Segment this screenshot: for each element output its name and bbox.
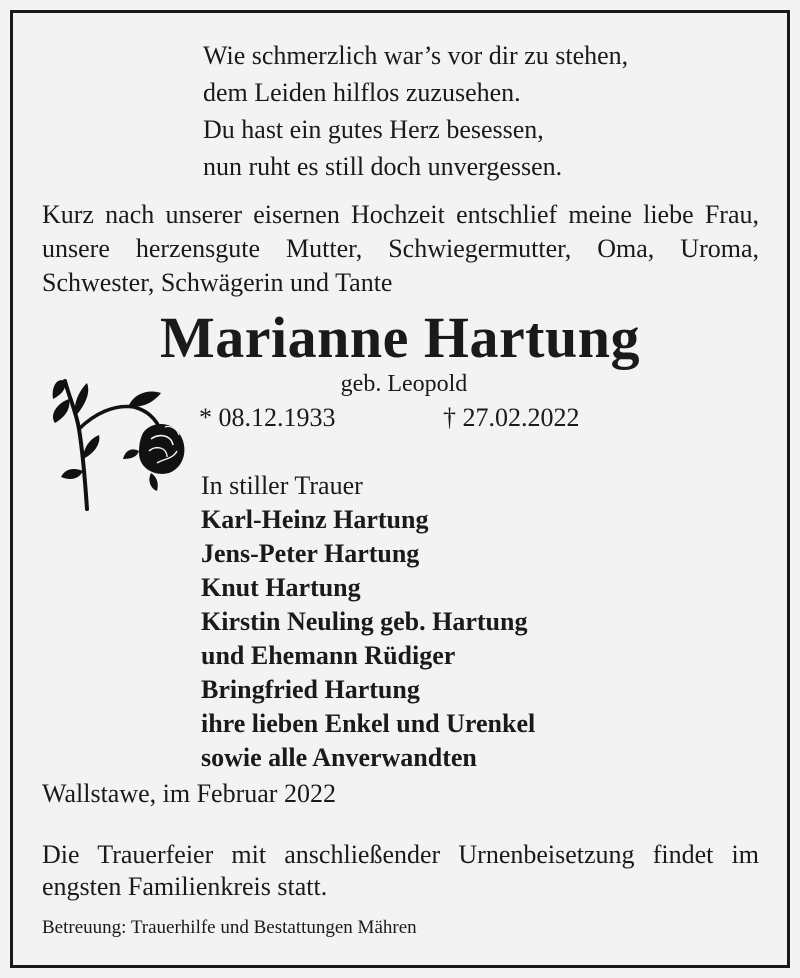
mourner-name: und Ehemann Rüdiger <box>201 641 456 670</box>
poem-line: dem Leiden hilflos zuzusehen. <box>203 78 521 107</box>
mourner-name: Kirstin Neuling geb. Hartung <box>201 607 528 636</box>
deceased-name: Marianne Hartung <box>159 305 641 370</box>
obituary-notice <box>10 10 790 968</box>
mourner-name: Bringfried Hartung <box>201 675 420 704</box>
funeral-service-credit: Betreuung: Trauerhilfe und Bestattungen Mähren <box>42 917 417 938</box>
poem <box>203 37 628 185</box>
birth-date: * 08.12.1933 <box>199 403 336 432</box>
poem-line: Du hast ein gutes Herz besessen, <box>203 115 544 144</box>
mourner-name: Karl-Heinz Hartung <box>201 505 429 534</box>
rose-icon <box>39 359 189 519</box>
mourner-name: Knut Hartung <box>201 573 361 602</box>
maiden-name: geb. Leopold <box>340 371 468 397</box>
mourner-name: sowie alle Anverwandten <box>201 743 477 772</box>
death-date: † 27.02.2022 <box>443 403 580 432</box>
mourners-list <box>201 469 535 775</box>
place-date: Wallstawe, im Februar 2022 <box>42 779 336 808</box>
mourner-name: ihre lieben Enkel und Urenkel <box>201 709 536 738</box>
ceremony-note: Die Trauerfeier mit anschließender Urnenbeisetzung findet im engsten Familienkreis statt. <box>42 840 759 901</box>
poem-line: Wie schmerzlich war’s vor dir zu stehen, <box>203 41 629 70</box>
poem-line: nun ruht es still doch unvergessen. <box>203 152 563 181</box>
intro-text: Kurz nach unserer eisernen Hochzeit entschlief meine liebe Frau, unsere herzensgute Mutter, Schwiegermutter, Oma, Uroma, Schwester, Schwägerin und Tante <box>42 200 759 297</box>
mourner-name: Jens-Peter Hartung <box>201 539 420 568</box>
mourning-lead: In stiller Trauer <box>201 471 363 500</box>
